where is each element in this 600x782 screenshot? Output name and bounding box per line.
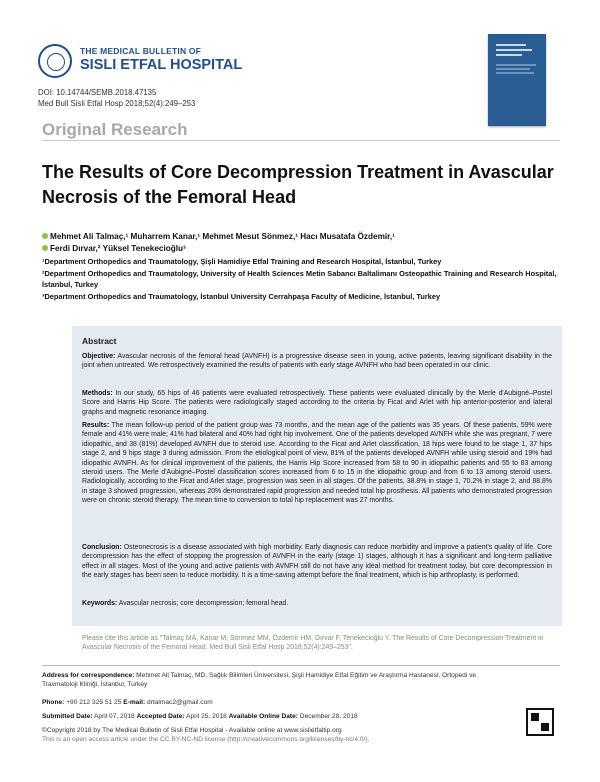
authors-line-1: Mehmet Ali Talmaç,¹ Muharrem Kanar,¹ Mehmet Mesut Sönmez,¹ Hacı Musatafa Özdemir,¹	[42, 232, 562, 241]
affiliation-2: ²Department Orthopedics and Traumatology, University of Health Sciences Metin Sabancı Baltalimanı Osteopathic Training and Research Hospital, İstanbul, Turkey	[42, 269, 557, 289]
authors-line-2: Ferdi Dırvar,² Yüksel Tenekecioğlu³	[42, 244, 562, 253]
contact-line: Phone: +90 212 325 51 25 E-mail: drtalmac2@gmail.com	[42, 699, 213, 706]
doi[interactable]: DOI: 10.14744/SEMB.2018.47135	[38, 88, 157, 97]
license-line[interactable]: This is an open access article under the CC BY-NC-ND license (http://creativecommons.org/licenses/by-nc/4.0/).	[42, 736, 370, 743]
cite-this-article: Please cite this article as "Talmaç MA, Kanar M, Sönmez MM, Özdemir HM, Dırvar F, Tenekecioğlu Y. The Results of Core Decompression Treatment in Avascular Necrosis of the Femoral Head. Med Bull Sisli Etfal Hosp 2018;52(4):249–253".	[82, 635, 544, 652]
abstract-keywords: Keywords: Avascular necrosis; core decompression; femoral head.	[82, 600, 289, 607]
abstract-methods: Methods: In our study, 65 hips of 46 patients were evaluated retrospectively. These patients were evaluated clinically by the Merle d'Aubigné–Postel Score and Harris Hip Score. The patients were radiologically staged according to the criteria by Ficat and Arlet with hip anterior-posterior and lateral graphs and magnetic resonance imaging.	[82, 390, 552, 416]
abstract-objective: Objective: Avascular necrosis of the femoral head (AVNFH) is a progressive disease seen in young, active patients, leaving significant disability in the joint when untreated. We retrospectively examined the results of patients with early stage AVNFH who had been operated in our clinic.	[82, 353, 552, 370]
section-divider	[42, 140, 560, 141]
orcid-icon	[42, 245, 48, 251]
footer-divider	[42, 665, 560, 666]
journal-seal-logo	[38, 44, 72, 78]
copyright-line: ©Copyright 2018 by The Medical Bulletin of Sisli Etfal Hospital - Available online at www.sislietfaltip.org	[42, 727, 342, 734]
citation-line: Med Bull Sisli Etfal Hosp 2018;52(4):249–253	[38, 99, 196, 108]
dates-line: Submitted Date: April 07, 2018 Accepted Date: April 25, 2018 Available Online Date: December 28, 2018	[42, 713, 358, 720]
journal-name-top: THE MEDICAL BULLETIN OF	[80, 46, 202, 56]
abstract-results: Results: The mean follow-up period of the patient group was 73 months, and the mean age of the patients was 35 years. Of these patients, 59% were female and 41% were male; 41% had bilateral and 40% had right hip involvement. One of the patients developed AVNFH while she was pregnant, 7 were idiopathic, and 38 (81%) developed AVNFH due to steroid use. According to the Ficat and Arlet classification, 18 hips were found to be stage 1, 37 hips stage 2, and 9 hips stage 3 during admission. From the etiological point of view, 81% of the patients developed AVNFH while using steroid and 19% had idiopathic AVNFH. As for clinical improvement of the patients, the Harris Hip Score increased from 58 to 90 in idiopathic patients and 55 to 83 among steroid users. The Merle d'Aubigné–Postel classification scores increased from 6 to 15 in the idiopathic group and from 6 to 13 among steroid users. Radiologically, according to the Ficat and Arlet stage, progression was seen in all stages. Of the patients, 38.8% in stage 1, 70.2% in stage 2, and 88.8% in stage 3 showed progression, whereas 20% demonstrated rapid progression and needed total hip prosthesis. All patients who demonstrated progression were on chronic steroid therapy. The mean time to conversion to total hip replacement was 27 months.	[82, 422, 552, 505]
affiliation-1: ¹Department Orthopedics and Traumatology, Şişli Hamidiye Etfal Training and Research Hospital, İstanbul, Turkey	[42, 257, 442, 266]
journal-cover-image	[488, 34, 546, 126]
article-title: The Results of Core Decompression Treatment in Avascular Necrosis of the Femoral Head	[42, 162, 554, 207]
abstract-conclusion: Conclusion: Osteonecrosis is a disease associated with high morbidity. Early diagnosis can reduce morbidity and improve a patient's quality of life. Core decompression has the effect of stopping the progression of AVNFH in the early (stage 1) stages, although it has a significant and long-term palliative effect in all stages. Most of the young and active patients with AVNFH still do not have any ideal method for treatment today, but core decompression in the early stages has been seen to reduce morbidity. It is a time-saving attempt before the final treatment, which is hip arthroplasty, is performed.	[82, 544, 552, 580]
email-link[interactable]: drtalmac2@gmail.com	[145, 699, 213, 706]
affiliation-3: ³Department Orthopedics and Traumatology, İstanbul University Cerrahpaşa Faculty of Medicine, İstanbul, Turkey	[42, 292, 441, 301]
abstract-heading: Abstract	[82, 336, 117, 346]
journal-name-main: SISLI ETFAL HOSPITAL	[80, 57, 243, 73]
qr-code-icon	[526, 708, 554, 736]
correspondence-address: Address for correspondence: Mehmet Ali Talmaç, MD. Sağlık Bilimleri Üniversitesi, Şişli Hamidiye Etfal Eğitim ve Araştırma Hastanesi, Ortopedi ve Travmatoloji Kliniği, İstanbul, Turkey	[42, 672, 477, 688]
orcid-icon	[42, 233, 48, 239]
section-label: Original Research	[42, 120, 188, 139]
